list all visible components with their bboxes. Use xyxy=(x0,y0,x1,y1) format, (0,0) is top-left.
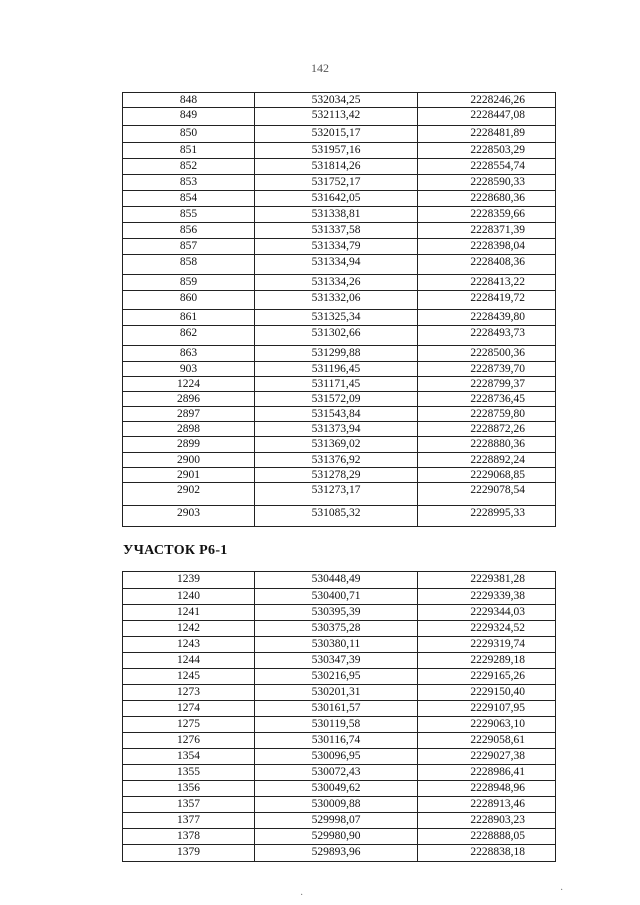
y-coordinate-cell: 2228493,73 xyxy=(418,326,556,346)
table-row xyxy=(123,93,556,108)
x-coordinate-cell: 530448,49 xyxy=(255,572,418,589)
table-row xyxy=(123,291,556,310)
y-coordinate-cell: 2229078,54 xyxy=(418,483,556,506)
table-row xyxy=(123,437,556,453)
y-coordinate-cell: 2228413,22 xyxy=(418,275,556,291)
y-coordinate-cell: 2229381,28 xyxy=(418,572,556,589)
x-coordinate-cell: 529893,96 xyxy=(255,845,418,862)
y-coordinate-cell: 2228913,46 xyxy=(418,797,556,813)
y-coordinate-cell: 2228838,18 xyxy=(418,845,556,862)
x-coordinate-cell: 531337,58 xyxy=(255,223,418,239)
table-row xyxy=(123,685,556,701)
x-coordinate-cell: 530201,31 xyxy=(255,685,418,701)
point-number-cell: 1274 xyxy=(123,701,255,717)
x-coordinate-cell: 530161,57 xyxy=(255,701,418,717)
point-number-cell: 1354 xyxy=(123,749,255,765)
section-heading: УЧАСТОК Р6-1 xyxy=(123,543,228,558)
table-row xyxy=(123,797,556,813)
table-row xyxy=(123,717,556,733)
y-coordinate-cell: 2228500,36 xyxy=(418,346,556,362)
point-number-cell: 2898 xyxy=(123,422,255,437)
y-coordinate-cell: 2228554,74 xyxy=(418,159,556,175)
y-coordinate-cell: 2228439,80 xyxy=(418,310,556,326)
table-row xyxy=(123,392,556,407)
y-coordinate-cell: 2228503,29 xyxy=(418,143,556,159)
table-row xyxy=(123,506,556,527)
y-coordinate-cell: 2228371,39 xyxy=(418,223,556,239)
y-coordinate-cell: 2229319,74 xyxy=(418,637,556,653)
point-number-cell: 1355 xyxy=(123,765,255,781)
point-number-cell: 1276 xyxy=(123,733,255,749)
x-coordinate-cell: 532015,17 xyxy=(255,126,418,143)
point-number-cell: 903 xyxy=(123,362,255,377)
point-number-cell: 2896 xyxy=(123,392,255,407)
point-number-cell: 851 xyxy=(123,143,255,159)
y-coordinate-cell: 2228419,72 xyxy=(418,291,556,310)
y-coordinate-cell: 2228739,70 xyxy=(418,362,556,377)
y-coordinate-cell: 2228736,45 xyxy=(418,392,556,407)
y-coordinate-cell: 2228948,96 xyxy=(418,781,556,797)
table-row xyxy=(123,829,556,845)
point-number-cell: 1241 xyxy=(123,605,255,621)
table-row xyxy=(123,605,556,621)
table-row xyxy=(123,813,556,829)
point-number-cell: 1377 xyxy=(123,813,255,829)
table-row xyxy=(123,407,556,422)
x-coordinate-cell: 532113,42 xyxy=(255,108,418,126)
y-coordinate-cell: 2228359,66 xyxy=(418,207,556,223)
x-coordinate-cell: 532034,25 xyxy=(255,93,418,108)
coordinates-table-1 xyxy=(122,92,556,527)
y-coordinate-cell: 2228408,36 xyxy=(418,255,556,275)
x-coordinate-cell: 531302,66 xyxy=(255,326,418,346)
x-coordinate-cell: 531376,92 xyxy=(255,453,418,468)
x-coordinate-cell: 529998,07 xyxy=(255,813,418,829)
table-row xyxy=(123,422,556,437)
page-number: 142 xyxy=(311,61,329,75)
point-number-cell: 854 xyxy=(123,191,255,207)
point-number-cell: 850 xyxy=(123,126,255,143)
x-coordinate-cell: 531273,17 xyxy=(255,483,418,506)
y-coordinate-cell: 2229339,38 xyxy=(418,589,556,605)
point-number-cell: 1356 xyxy=(123,781,255,797)
x-coordinate-cell: 530116,74 xyxy=(255,733,418,749)
table-row xyxy=(123,453,556,468)
point-number-cell: 858 xyxy=(123,255,255,275)
y-coordinate-cell: 2228481,89 xyxy=(418,126,556,143)
y-coordinate-cell: 2228447,08 xyxy=(418,108,556,126)
table-row xyxy=(123,346,556,362)
table-row xyxy=(123,781,556,797)
y-coordinate-cell: 2228995,33 xyxy=(418,506,556,527)
table-row xyxy=(123,701,556,717)
y-coordinate-cell: 2228759,80 xyxy=(418,407,556,422)
y-coordinate-cell: 2229165,26 xyxy=(418,669,556,685)
point-number-cell: 863 xyxy=(123,346,255,362)
table-row xyxy=(123,159,556,175)
x-coordinate-cell: 530072,43 xyxy=(255,765,418,781)
x-coordinate-cell: 530347,39 xyxy=(255,653,418,669)
point-number-cell: 857 xyxy=(123,239,255,255)
point-number-cell: 1273 xyxy=(123,685,255,701)
table-row xyxy=(123,733,556,749)
y-coordinate-cell: 2229027,38 xyxy=(418,749,556,765)
y-coordinate-cell: 2228888,05 xyxy=(418,829,556,845)
point-number-cell: 2899 xyxy=(123,437,255,453)
point-number-cell: 848 xyxy=(123,93,255,108)
x-coordinate-cell: 531957,16 xyxy=(255,143,418,159)
table-row xyxy=(123,669,556,685)
y-coordinate-cell: 2229289,18 xyxy=(418,653,556,669)
table-row xyxy=(123,621,556,637)
y-coordinate-cell: 2228892,24 xyxy=(418,453,556,468)
y-coordinate-cell: 2229063,10 xyxy=(418,717,556,733)
table-row xyxy=(123,191,556,207)
table-row xyxy=(123,653,556,669)
point-number-cell: 859 xyxy=(123,275,255,291)
y-coordinate-cell: 2228799,37 xyxy=(418,377,556,392)
table-row xyxy=(123,362,556,377)
point-number-cell: 1378 xyxy=(123,829,255,845)
table-row xyxy=(123,749,556,765)
x-coordinate-cell: 531642,05 xyxy=(255,191,418,207)
point-number-cell: 1275 xyxy=(123,717,255,733)
x-coordinate-cell: 530049,62 xyxy=(255,781,418,797)
table-row xyxy=(123,637,556,653)
x-coordinate-cell: 531373,94 xyxy=(255,422,418,437)
coordinates-table-2 xyxy=(122,571,556,862)
y-coordinate-cell: 2228680,36 xyxy=(418,191,556,207)
table-row xyxy=(123,126,556,143)
x-coordinate-cell: 531278,29 xyxy=(255,468,418,483)
x-coordinate-cell: 530380,11 xyxy=(255,637,418,653)
x-coordinate-cell: 531369,02 xyxy=(255,437,418,453)
y-coordinate-cell: 2228880,36 xyxy=(418,437,556,453)
point-number-cell: 852 xyxy=(123,159,255,175)
x-coordinate-cell: 531814,26 xyxy=(255,159,418,175)
x-coordinate-cell: 531338,81 xyxy=(255,207,418,223)
table-row xyxy=(123,468,556,483)
point-number-cell: 1242 xyxy=(123,621,255,637)
table-row xyxy=(123,377,556,392)
x-coordinate-cell: 531543,84 xyxy=(255,407,418,422)
x-coordinate-cell: 530400,71 xyxy=(255,589,418,605)
point-number-cell: 1244 xyxy=(123,653,255,669)
point-number-cell: 2902 xyxy=(123,483,255,506)
table-row xyxy=(123,589,556,605)
x-coordinate-cell: 531196,45 xyxy=(255,362,418,377)
table-row xyxy=(123,310,556,326)
x-coordinate-cell: 530375,28 xyxy=(255,621,418,637)
point-number-cell: 2900 xyxy=(123,453,255,468)
y-coordinate-cell: 2228872,26 xyxy=(418,422,556,437)
point-number-cell: 1240 xyxy=(123,589,255,605)
x-coordinate-cell: 530009,88 xyxy=(255,797,418,813)
x-coordinate-cell: 531325,34 xyxy=(255,310,418,326)
x-coordinate-cell: 530395,39 xyxy=(255,605,418,621)
point-number-cell: 2897 xyxy=(123,407,255,422)
point-number-cell: 1245 xyxy=(123,669,255,685)
x-coordinate-cell: 530096,95 xyxy=(255,749,418,765)
table-row xyxy=(123,223,556,239)
y-coordinate-cell: 2229344,03 xyxy=(418,605,556,621)
point-number-cell: 849 xyxy=(123,108,255,126)
table-row xyxy=(123,108,556,126)
table-row xyxy=(123,572,556,589)
y-coordinate-cell: 2228246,26 xyxy=(418,93,556,108)
x-coordinate-cell: 531572,09 xyxy=(255,392,418,407)
table-row xyxy=(123,255,556,275)
y-coordinate-cell: 2228398,04 xyxy=(418,239,556,255)
y-coordinate-cell: 2228903,23 xyxy=(418,813,556,829)
x-coordinate-cell: 531085,32 xyxy=(255,506,418,527)
x-coordinate-cell: 531334,26 xyxy=(255,275,418,291)
point-number-cell: 860 xyxy=(123,291,255,310)
x-coordinate-cell: 531334,79 xyxy=(255,239,418,255)
point-number-cell: 856 xyxy=(123,223,255,239)
point-number-cell: 862 xyxy=(123,326,255,346)
y-coordinate-cell: 2229058,61 xyxy=(418,733,556,749)
y-coordinate-cell: 2229324,52 xyxy=(418,621,556,637)
x-coordinate-cell: 531171,45 xyxy=(255,377,418,392)
table-row xyxy=(123,207,556,223)
table-row xyxy=(123,275,556,291)
point-number-cell: 855 xyxy=(123,207,255,223)
y-coordinate-cell: 2229150,40 xyxy=(418,685,556,701)
table-row xyxy=(123,765,556,781)
x-coordinate-cell: 530216,95 xyxy=(255,669,418,685)
table-row xyxy=(123,483,556,506)
x-coordinate-cell: 530119,58 xyxy=(255,717,418,733)
point-number-cell: 1239 xyxy=(123,572,255,589)
table-row xyxy=(123,175,556,191)
x-coordinate-cell: 531752,17 xyxy=(255,175,418,191)
x-coordinate-cell: 531334,94 xyxy=(255,255,418,275)
y-coordinate-cell: 2228986,41 xyxy=(418,765,556,781)
point-number-cell: 2903 xyxy=(123,506,255,527)
y-coordinate-cell: 2229107,95 xyxy=(418,701,556,717)
point-number-cell: 1379 xyxy=(123,845,255,862)
point-number-cell: 2901 xyxy=(123,468,255,483)
x-coordinate-cell: 531332,06 xyxy=(255,291,418,310)
table-row xyxy=(123,326,556,346)
y-coordinate-cell: 2228590,33 xyxy=(418,175,556,191)
y-coordinate-cell: 2229068,85 xyxy=(418,468,556,483)
table-row xyxy=(123,845,556,862)
x-coordinate-cell: 531299,88 xyxy=(255,346,418,362)
x-coordinate-cell: 529980,90 xyxy=(255,829,418,845)
scan-mark: · xyxy=(560,885,564,896)
point-number-cell: 1357 xyxy=(123,797,255,813)
point-number-cell: 853 xyxy=(123,175,255,191)
table-row xyxy=(123,239,556,255)
point-number-cell: 1224 xyxy=(123,377,255,392)
point-number-cell: 1243 xyxy=(123,637,255,653)
point-number-cell: 861 xyxy=(123,310,255,326)
table-row xyxy=(123,143,556,159)
scan-mark: · xyxy=(300,890,304,901)
